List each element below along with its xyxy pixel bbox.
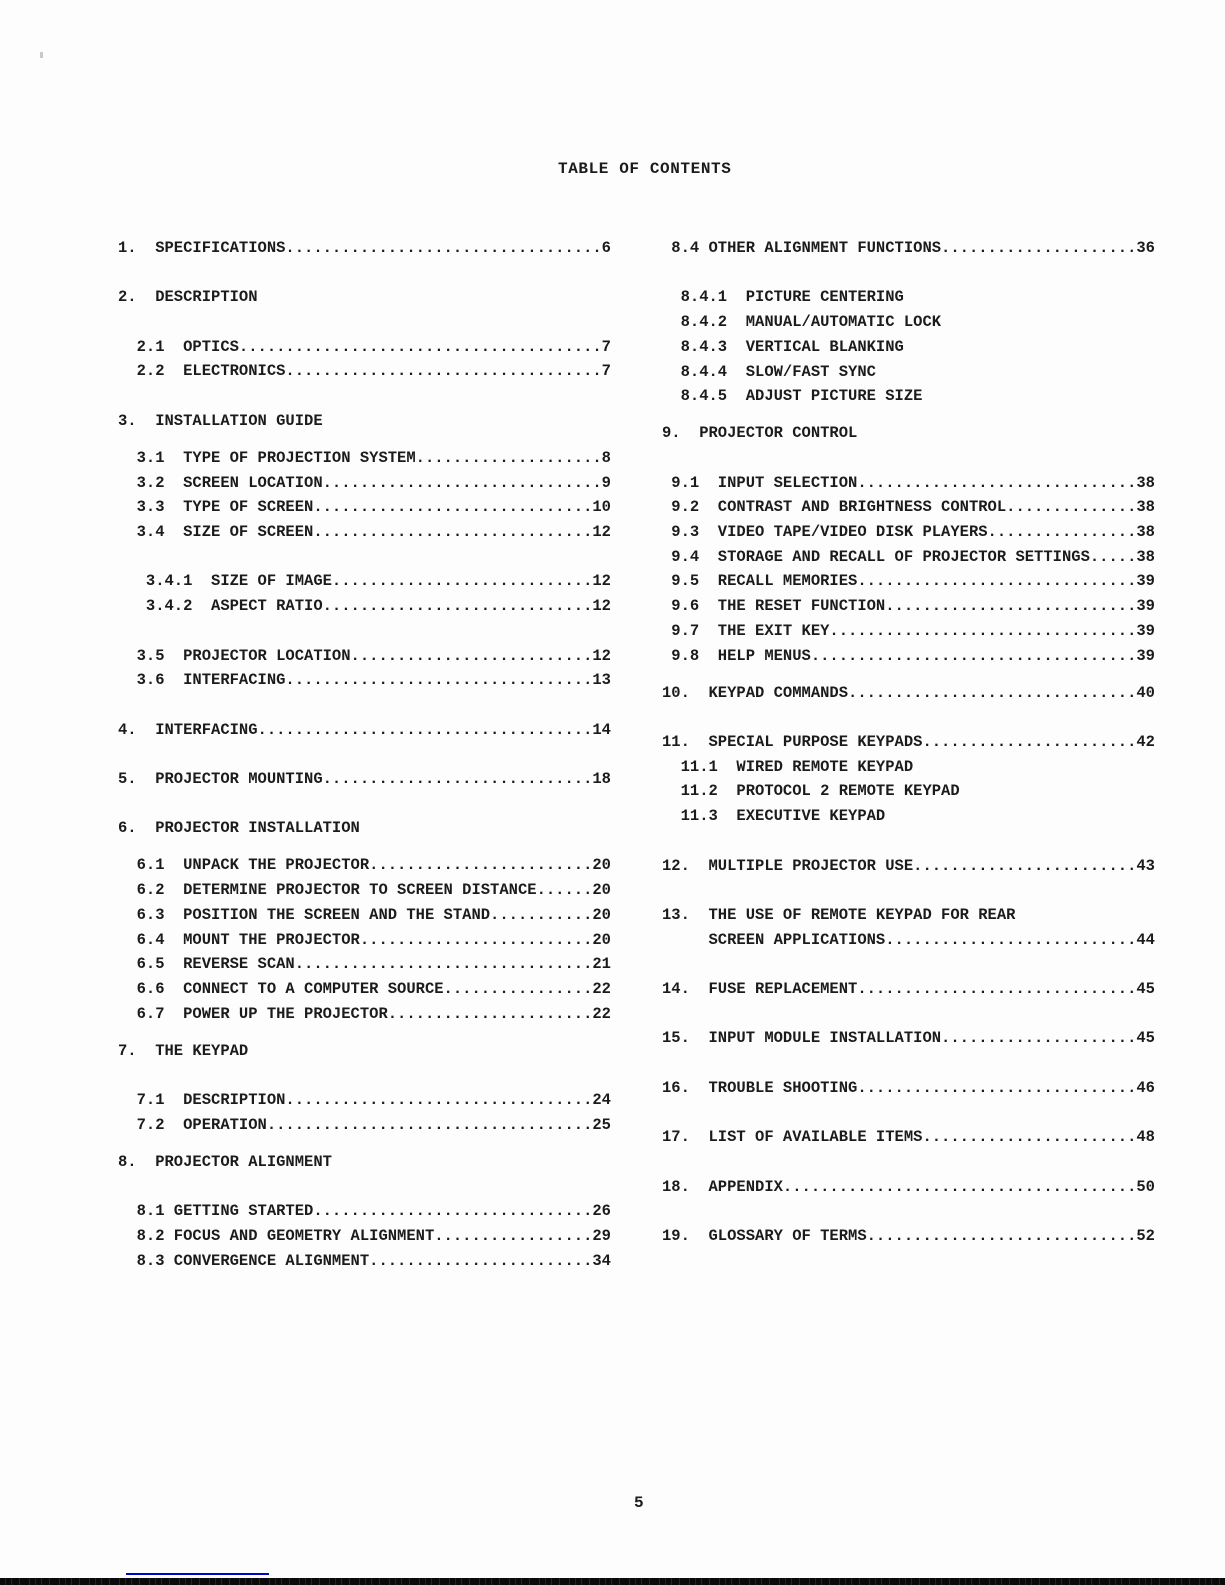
toc-entry-3.3: 3.3 TYPE OF SCREEN..............................10 xyxy=(118,498,611,517)
toc-entry-6.5: 6.5 REVERSE SCAN................................21 xyxy=(118,955,611,974)
toc-entry-9.7: 9.7 THE EXIT KEY.................................39 xyxy=(662,621,1155,640)
toc-entry-7.1: 7.1 DESCRIPTION.................................24 xyxy=(118,1091,611,1110)
toc-entry-17: 17. LIST OF AVAILABLE ITEMS.......................48 xyxy=(662,1128,1155,1147)
toc-column-left xyxy=(118,236,618,1273)
toc-entry-6.1: 6.1 UNPACK THE PROJECTOR........................20 xyxy=(118,856,611,875)
toc-entry-11.3: 11.3 EXECUTIVE KEYPAD xyxy=(662,807,886,826)
toc-entry-6.6: 6.6 CONNECT TO A COMPUTER SOURCE................22 xyxy=(118,979,611,998)
toc-entry-6.2: 6.2 DETERMINE PROJECTOR TO SCREEN DISTANCE......20 xyxy=(118,881,611,900)
toc-entry-9.1: 9.1 INPUT SELECTION..............................38 xyxy=(662,473,1155,492)
underline-artifact xyxy=(126,1573,269,1575)
toc-entry-3: 3. INSTALLATION GUIDE xyxy=(118,411,323,430)
toc-entry-11: 11. SPECIAL PURPOSE KEYPADS.......................42 xyxy=(662,733,1155,751)
toc-entry-3.2: 3.2 SCREEN LOCATION..............................9 xyxy=(118,473,611,492)
toc-entry-8.3: 8.3 CONVERGENCE ALIGNMENT........................34 xyxy=(118,1251,611,1270)
toc-entry-19: 19. GLOSSARY OF TERMS.............................52 xyxy=(662,1226,1155,1245)
toc-column-right xyxy=(662,236,1162,1249)
toc-entry-6.4: 6.4 MOUNT THE PROJECTOR.........................20 xyxy=(118,930,611,949)
toc-entry-8.4.2: 8.4.2 MANUAL/AUTOMATIC LOCK xyxy=(662,313,942,332)
toc-entry-9.5: 9.5 RECALL MEMORIES..............................39 xyxy=(662,572,1155,591)
toc-entry-8.4.1: 8.4.1 PICTURE CENTERING xyxy=(662,288,904,307)
toc-entry-9.3: 9.3 VIDEO TAPE/VIDEO DISK PLAYERS................38 xyxy=(662,523,1155,542)
toc-entry-3.4: 3.4 SIZE OF SCREEN..............................12 xyxy=(118,523,611,542)
toc-entry-2.1: 2.1 OPTICS.......................................7 xyxy=(118,337,611,356)
toc-entry-6: 6. PROJECTOR INSTALLATION xyxy=(118,819,360,838)
toc-entry-16: 16. TROUBLE SHOOTING..............................46 xyxy=(662,1078,1155,1097)
toc-entry-8: 8. PROJECTOR ALIGNMENT xyxy=(118,1152,332,1171)
toc-entry-13: 13. THE USE OF REMOTE KEYPAD FOR REAR xyxy=(662,905,1016,924)
toc-entry-15: 15. INPUT MODULE INSTALLATION.....................45 xyxy=(662,1029,1155,1048)
scan-speck xyxy=(40,52,43,58)
toc-entry-3.6: 3.6 INTERFACING.................................13 xyxy=(118,671,611,690)
toc-entry-11.2: 11.2 PROTOCOL 2 REMOTE KEYPAD xyxy=(662,782,960,801)
page-title: TABLE OF CONTENTS xyxy=(558,160,732,178)
toc-entry-3.1: 3.1 TYPE OF PROJECTION SYSTEM....................8 xyxy=(118,448,611,467)
toc-entry-8.2: 8.2 FOCUS AND GEOMETRY ALIGNMENT.................29 xyxy=(118,1226,611,1245)
toc-entry-10: 10. KEYPAD COMMANDS...............................40 xyxy=(662,683,1155,702)
toc-entry-3.5: 3.5 PROJECTOR LOCATION..........................12 xyxy=(118,646,611,665)
toc-entry-9.4: 9.4 STORAGE AND RECALL OF PROJECTOR SETTINGS.....38 xyxy=(662,547,1155,566)
page-number: 5 xyxy=(634,1494,644,1512)
toc-entry-6.3: 6.3 POSITION THE SCREEN AND THE STAND...........20 xyxy=(118,905,611,924)
toc-entry-7.2: 7.2 OPERATION...................................25 xyxy=(118,1115,611,1134)
toc-entry-2: 2. DESCRIPTION xyxy=(118,288,258,307)
toc-entry-3.4.2: 3.4.2 ASPECT RATIO.............................12 xyxy=(118,597,611,616)
toc-entry-8.4: 8.4 OTHER ALIGNMENT FUNCTIONS.....................36 xyxy=(662,239,1155,257)
toc-entry-8.4.5: 8.4.5 ADJUST PICTURE SIZE xyxy=(662,387,923,406)
toc-entry-4: 4. INTERFACING....................................14 xyxy=(118,720,611,739)
toc-entry-9.2: 9.2 CONTRAST AND BRIGHTNESS CONTROL..............38 xyxy=(662,498,1155,517)
toc-entry-6.7: 6.7 POWER UP THE PROJECTOR......................22 xyxy=(118,1004,611,1023)
toc-entry-7: 7. THE KEYPAD xyxy=(118,1041,249,1060)
toc-entry-14: 14. FUSE REPLACEMENT..............................45 xyxy=(662,979,1155,998)
toc-entry-wrap: SCREEN APPLICATIONS...........................44 xyxy=(662,930,1155,949)
toc-entry-1: 1. SPECIFICATIONS..................................6 xyxy=(118,239,611,257)
toc-entry-9.6: 9.6 THE RESET FUNCTION...........................39 xyxy=(662,597,1155,616)
toc-entry-12: 12. MULTIPLE PROJECTOR USE........................43 xyxy=(662,856,1155,875)
toc-entry-8.4.4: 8.4.4 SLOW/FAST SYNC xyxy=(662,362,876,381)
toc-entry-9.8: 9.8 HELP MENUS...................................39 xyxy=(662,646,1155,665)
toc-entry-9: 9. PROJECTOR CONTROL xyxy=(662,424,858,443)
toc-entry-8.1: 8.1 GETTING STARTED..............................26 xyxy=(118,1202,611,1221)
toc-entry-11.1: 11.1 WIRED REMOTE KEYPAD xyxy=(662,757,914,776)
toc-entry-8.4.3: 8.4.3 VERTICAL BLANKING xyxy=(662,337,904,356)
toc-entry-5: 5. PROJECTOR MOUNTING.............................18 xyxy=(118,770,611,788)
toc-entry-18: 18. APPENDIX......................................50 xyxy=(662,1177,1155,1196)
toc-entry-3.4.1: 3.4.1 SIZE OF IMAGE............................12 xyxy=(118,572,611,591)
toc-entry-2.2: 2.2 ELECTRONICS..................................7 xyxy=(118,362,611,381)
scan-edge-artifact xyxy=(0,1578,1225,1585)
